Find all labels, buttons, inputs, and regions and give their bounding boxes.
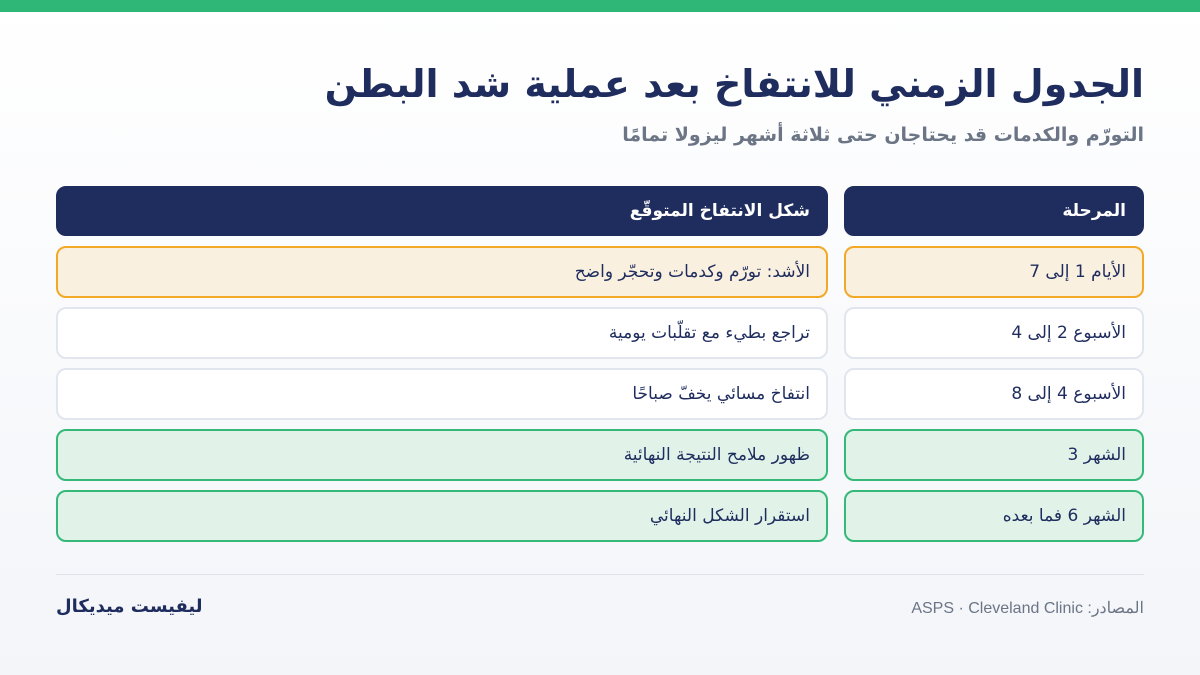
- phase-cell: الأسبوع 2 إلى 4: [844, 307, 1144, 359]
- phase-cell: الأسبوع 4 إلى 8: [844, 368, 1144, 420]
- phase-cell: الشهر 3: [844, 429, 1144, 481]
- timeline-table: [56, 186, 1144, 551]
- table-row: [56, 490, 1144, 542]
- source-citation: المصادر: ASPS · Cleveland Clinic: [911, 600, 1144, 617]
- footer-divider: [56, 574, 1144, 575]
- page: [56, 12, 1144, 675]
- column-header-description: شكل الانتفاخ المتوقّع: [56, 186, 828, 236]
- table-row: [56, 246, 1144, 298]
- brand-name: ليفيست ميديكال: [56, 596, 203, 617]
- page-title: الجدول الزمني للانتفاخ بعد عملية شد البطن: [324, 62, 1144, 106]
- description-cell: الأشد: تورّم وكدمات وتحجّر واضح: [56, 246, 828, 298]
- table-row: [56, 429, 1144, 481]
- top-accent-bar: [0, 0, 1200, 12]
- page-subtitle: التورّم والكدمات قد يحتاجان حتى ثلاثة أشهر ليزولا تمامًا: [622, 124, 1144, 146]
- description-cell: استقرار الشكل النهائي: [56, 490, 828, 542]
- phase-cell: الأيام 1 إلى 7: [844, 246, 1144, 298]
- description-cell: ظهور ملامح النتيجة النهائية: [56, 429, 828, 481]
- column-header-phase: المرحلة: [844, 186, 1144, 236]
- phase-cell: الشهر 6 فما بعده: [844, 490, 1144, 542]
- description-cell: تراجع بطيء مع تقلّبات يومية: [56, 307, 828, 359]
- table-row: [56, 307, 1144, 359]
- description-cell: انتفاخ مسائي يخفّ صباحًا: [56, 368, 828, 420]
- table-header-row: [56, 186, 1144, 236]
- table-row: [56, 368, 1144, 420]
